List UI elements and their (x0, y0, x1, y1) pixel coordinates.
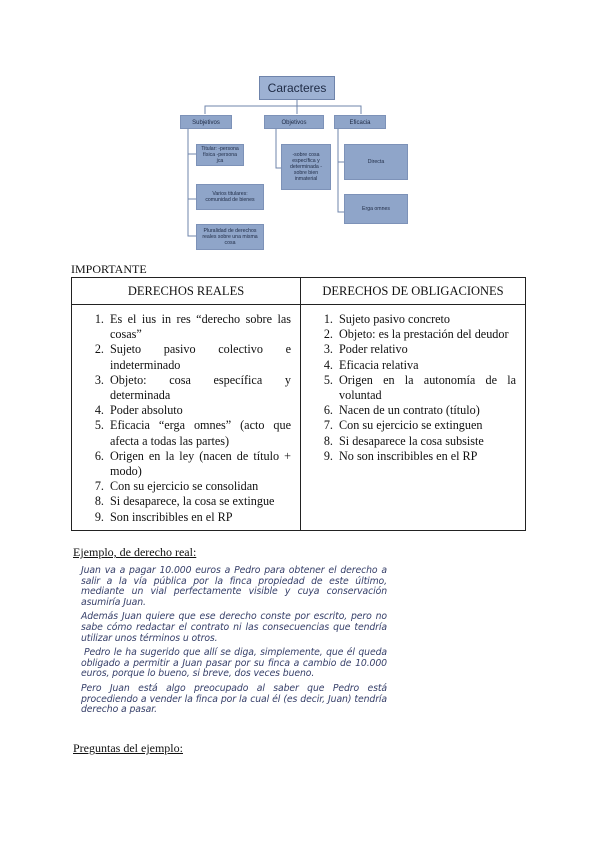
diagram-node-directa: Directa (344, 144, 408, 180)
diagram-node-cosa-especifica: -sobre cosa específica y determinada -sobre bien inmaterial (281, 144, 331, 190)
list-item: 4. Poder absoluto (107, 403, 291, 418)
table-header-row (72, 278, 526, 305)
example-heading: Ejemplo, de derecho real: (73, 545, 197, 559)
example-scanned-text (81, 566, 387, 720)
list-item: 7. Con su ejercicio se consolidan (107, 479, 291, 494)
important-heading: IMPORTANTE (71, 262, 147, 276)
list-item: 8. Si desaparece la cosa subsiste (336, 434, 516, 449)
questions-heading: Preguntas del ejemplo: (73, 741, 183, 755)
diagram-root-caracteres: Caracteres (259, 76, 335, 100)
diagram-node-erga-omnes: Erga omnes (344, 194, 408, 224)
diagram-node-titular: Titular: -persona física -persona jca (196, 144, 244, 166)
list-item: 9. No son inscribibles en el RP (336, 449, 516, 464)
table-row (72, 305, 526, 531)
list-item: 2. Objeto: es la prestación del deudor (336, 327, 516, 342)
list-item: 8. Si desaparece, la cosa se extingue (107, 494, 291, 509)
list-item: 3. Poder relativo (336, 342, 516, 357)
header-derechos-reales: DERECHOS REALES (72, 278, 301, 305)
diagram-node-objetivos: Objetivos (264, 115, 324, 129)
list-item: 1. Es el ius in res “derecho sobre las cosas” (107, 312, 291, 342)
diagram-node-varios-titulares: Varios titulares: comunidad de bienes (196, 184, 264, 210)
list-item: 4. Eficacia relativa (336, 358, 516, 373)
list-item: 2. Sujeto pasivo colectivo e indeterminado (107, 342, 291, 372)
example-paragraph: Pedro le ha sugerido que allí se diga, simplemente, que él queda obligado a permitir a Juan pasar por su finca a cambio de 10.000 euros, porque lo bueno, si breve, dos veces bueno. (81, 647, 387, 680)
list-item: 1. Sujeto pasivo concreto (336, 312, 516, 327)
derechos-obligaciones-list (310, 312, 516, 464)
derechos-reales-list (81, 312, 291, 525)
list-item: 3. Objeto: cosa específica y determinada (107, 373, 291, 403)
derechos-obligaciones-cell (301, 305, 526, 531)
diagram-node-subjetivos: Subjetivos (180, 115, 232, 129)
diagram-node-eficacia: Eficacia (334, 115, 386, 129)
derechos-reales-cell (72, 305, 301, 531)
diagram-node-pluralidad: Pluralidad de derechos reales sobre una misma cosa (196, 224, 264, 250)
comparison-table (71, 277, 526, 531)
list-item: 9. Son inscribibles en el RP (107, 510, 291, 525)
list-item: 7. Con su ejercicio se extinguen (336, 418, 516, 433)
list-item: 6. Origen en la ley (nacen de título + modo) (107, 449, 291, 479)
example-paragraph: Juan va a pagar 10.000 euros a Pedro para obtener el derecho a salir a la vía pública por la finca propiedad de este último, mediante un vial perfectamente visible y cuya conservación asumiría Juan. (81, 565, 387, 608)
example-paragraph: Pero Juan está algo preocupado al saber que Pedro está procediendo a vender la finca por la cual él (es decir, Juan) tendría derecho a pasar. (81, 682, 387, 716)
caracteres-diagram (174, 72, 420, 258)
list-item: 6. Nacen de un contrato (título) (336, 403, 516, 418)
list-item: 5. Origen en la autonomía de la voluntad (336, 373, 516, 403)
example-paragraph: Además Juan quiere que ese derecho conste por escrito, pero no sabe cómo redactar el contrato ni las consecuencias que tendría utilizar unos términos u otros. (81, 611, 387, 644)
list-item: 5. Eficacia “erga omnes” (acto que afecta a todas las partes) (107, 418, 291, 448)
header-derechos-obligaciones: DERECHOS DE OBLIGACIONES (301, 278, 526, 305)
